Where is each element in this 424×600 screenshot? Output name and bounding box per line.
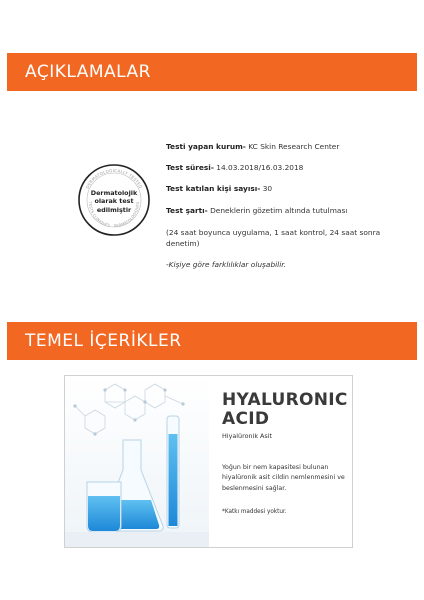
- ingredient-name-line-2: ACID: [222, 409, 270, 429]
- ingredient-name: [222, 391, 350, 429]
- test-duration: [166, 163, 303, 172]
- seal-ring-bottom: TESTS CLINIQUES · DERMATOLOGIQUES: [87, 201, 141, 229]
- test-schedule-note: (24 saat boyunca uygulama, 1 saat kontrol, 24 saat sonra denetim): [166, 228, 381, 248]
- test-participants-value: 30: [260, 184, 273, 193]
- test-participants: [166, 184, 272, 193]
- seal-text: [77, 189, 151, 214]
- section-title-description: AÇIKLAMALAR: [25, 62, 151, 82]
- seal-line-3: edilmiştir: [96, 205, 132, 214]
- lab-glassware-image: [65, 376, 209, 547]
- ingredient-note: *Katkı maddesi yoktur.: [222, 509, 287, 515]
- test-duration-value: 14.03.2018/16.03.2018: [213, 163, 304, 172]
- seal-line-2: olarak test: [94, 197, 134, 206]
- test-duration-label: Test süresi-: [166, 163, 214, 172]
- section-banner-description: [7, 53, 417, 91]
- test-institution-value: KC Skin Research Center: [245, 142, 340, 151]
- test-institution-label: Testi yapan kurum-: [166, 142, 246, 151]
- test-condition-value: Deneklerin gözetim altında tutulması: [207, 206, 348, 215]
- test-institution: [166, 142, 339, 151]
- test-condition: [166, 206, 347, 215]
- seal-ring-top: DERMATOLOGICALLY TESTED: [84, 167, 144, 190]
- ingredient-name-line-1: HYALURONIC: [222, 390, 348, 410]
- section-title-ingredients: TEMEL İÇERİKLER: [25, 331, 182, 351]
- section-banner-ingredients: [7, 322, 417, 360]
- test-disclaimer: -Kişiye göre farklılıklar oluşabilir.: [166, 260, 286, 269]
- ingredient-name-tr: Hiyalüronik Asit: [222, 432, 273, 440]
- seal-line-1: Dermatolojik: [90, 189, 138, 197]
- ingredient-card: [64, 375, 353, 548]
- test-participants-label: Test katılan kişi sayısı-: [166, 184, 261, 193]
- test-condition-label: Test şartı-: [166, 206, 208, 215]
- ingredient-description: Yoğun bir nem kapasitesi bulunan hiyalüronik asit cildin nemlenmesini ve beslenmesini sağlar.: [222, 464, 345, 492]
